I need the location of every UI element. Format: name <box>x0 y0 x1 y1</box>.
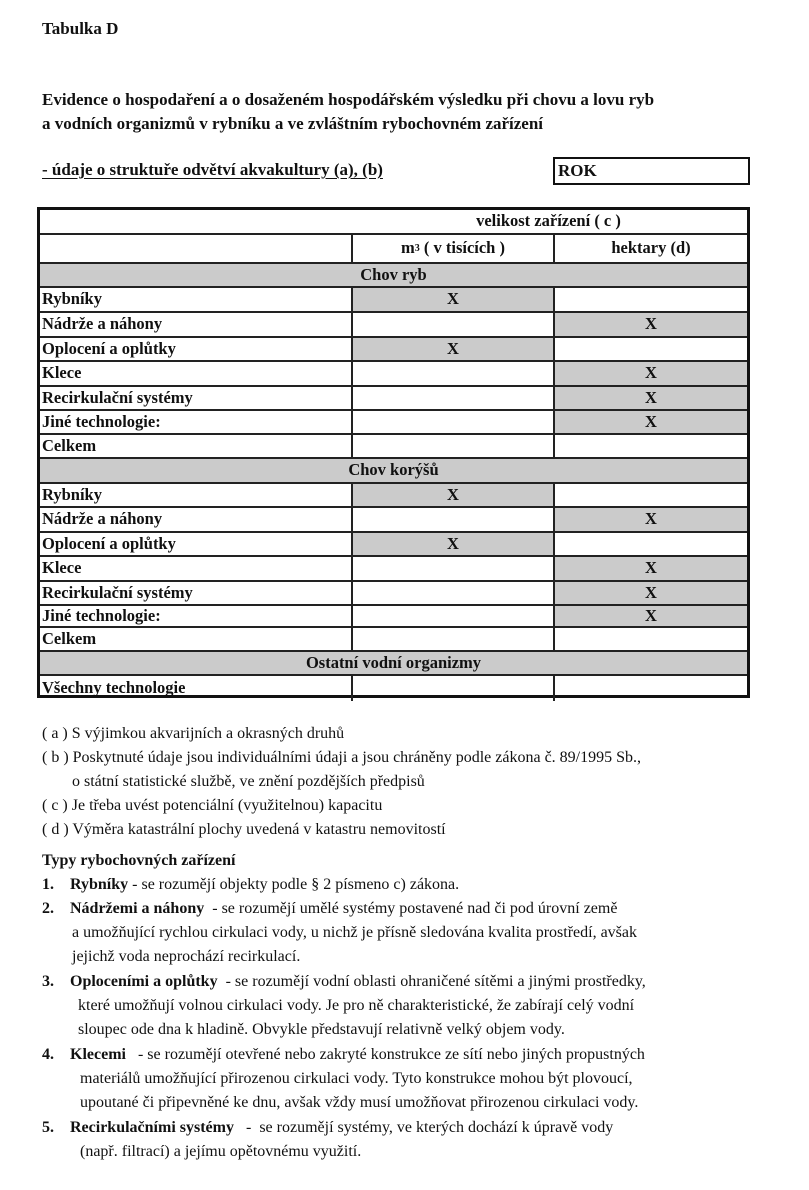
header-m3 <box>351 235 553 262</box>
header-empty-cell <box>40 235 351 262</box>
type-definition-item <box>42 900 617 918</box>
item-continuation: upoutané či připevněné ke dnu, avšak vždy musí umožňovat přirozenou cirkulaci vody. <box>80 1094 639 1111</box>
table-row <box>40 557 747 582</box>
item-term: Oploceními a oplůtky <box>70 973 218 990</box>
note-d: ( d ) Výměra katastrální plochy uvedená v katastru nemovitostí <box>42 821 446 838</box>
item-number: 5. <box>42 1119 54 1136</box>
hectares-cell: X <box>553 313 747 336</box>
row-label: Jiné technologie: <box>42 605 161 625</box>
row-label: Klece <box>42 363 82 383</box>
row-label: Nádrže a náhony <box>42 509 163 529</box>
item-term: Nádržemi a náhony <box>70 900 205 917</box>
item-continuation: a umožňující rychlou cirkulaci vody, u nichž je přísně sledována kvalita prostředí, avšak <box>72 924 638 941</box>
row-label: Klece <box>42 558 82 578</box>
section-header-row <box>40 264 747 288</box>
table-row <box>40 338 747 362</box>
m3-cell: X <box>351 288 553 311</box>
row-label: Recirkulační systémy <box>42 582 193 602</box>
row-label: Nádrže a náhony <box>42 314 163 334</box>
hectares-cell[interactable] <box>553 435 747 457</box>
row-label: Celkem <box>42 628 97 648</box>
row-label: Celkem <box>42 435 97 455</box>
table-row <box>40 582 747 606</box>
table-row <box>40 288 747 313</box>
header-m3-base: m <box>401 238 415 258</box>
hectares-cell[interactable] <box>553 338 747 360</box>
hectares-cell[interactable] <box>553 484 747 506</box>
types-title: Typy rybochovných zařízení <box>42 852 236 869</box>
item-number: 3. <box>42 973 54 990</box>
table-header-group-row <box>40 210 747 235</box>
hectares-cell: X <box>553 508 747 531</box>
item-number: 2. <box>42 900 54 917</box>
table-row <box>40 411 747 435</box>
item-continuation: jejichž voda neprochází recirkulací. <box>72 948 301 965</box>
m3-cell[interactable] <box>351 508 553 531</box>
document-title: Tabulka D <box>42 19 119 38</box>
row-label: Všechny technologie <box>42 678 186 698</box>
note-b-line2: o státní statistické službě, ve znění pozdějších předpisů <box>72 773 425 790</box>
item-text: - se rozumějí systémy, ve kterých dochází k úpravě vody <box>233 1119 614 1136</box>
section-title: Chov ryb <box>360 264 427 284</box>
row-label: Oplocení a oplůtky <box>42 338 176 358</box>
item-continuation: které umožňují volnou cirkulaci vody. Je pro ně charakteristické, že zabírají celý vodní <box>78 997 635 1014</box>
table-row <box>40 676 747 701</box>
item-text: - se rozumějí vodní oblasti ohraničené sítěmi a jinými prostředky, <box>217 973 646 990</box>
table-row <box>40 387 747 411</box>
header-group-label: velikost zařízení ( c ) <box>476 211 621 231</box>
row-label: Rybníky <box>42 289 102 309</box>
hectares-cell[interactable] <box>553 628 747 650</box>
item-term: Rybníky <box>70 876 129 893</box>
m3-cell: X <box>351 338 553 360</box>
hectares-cell: X <box>553 582 747 604</box>
document-heading-line2: a vodních organizmů v rybníku a ve zvláštním rybochovném zařízení <box>42 114 544 133</box>
section-title: Chov korýšů <box>348 460 439 480</box>
item-continuation: sloupec ode dna k hladině. Obvykle představují relativně velký objem vody. <box>78 1021 565 1038</box>
document-subheading: - údaje o struktuře odvětví akvakultury (a), (b) <box>42 160 383 179</box>
item-text: - se rozumějí umělé systémy postavené nad či pod úrovní země <box>204 900 618 917</box>
header-m3-sup: 3 <box>414 242 420 254</box>
type-definition-item <box>42 876 459 894</box>
table-row <box>40 362 747 387</box>
row-label: Jiné technologie: <box>42 411 161 431</box>
item-continuation: (např. filtrací) a jejímu opětovnému využití. <box>80 1143 362 1160</box>
row-label: Rybníky <box>42 484 102 504</box>
row-label: Oplocení a oplůtky <box>42 533 176 553</box>
year-input-box[interactable] <box>553 157 750 185</box>
item-text: - se rozumějí otevřené nebo zakryté konstrukce ze sítí nebo jiných propustných <box>125 1046 645 1063</box>
section-header-row <box>40 652 747 676</box>
note-c: ( c ) Je třeba uvést potenciální (využitelnou) kapacitu <box>42 797 383 814</box>
m3-cell: X <box>351 484 553 506</box>
item-number: 4. <box>42 1046 54 1063</box>
header-hectares: hektary (d) <box>553 235 747 262</box>
hectares-cell: X <box>553 362 747 385</box>
table-header-row <box>40 235 747 264</box>
row-label: Recirkulační systémy <box>42 387 193 407</box>
m3-cell[interactable] <box>351 557 553 580</box>
hectares-cell: X <box>553 411 747 433</box>
item-continuation: materiálů umožňující přirozenou cirkulaci vody. Tyto konstrukce mohou být plovoucí, <box>80 1070 633 1087</box>
item-term: Recirkulačními systémy <box>70 1119 234 1136</box>
hectares-cell: X <box>553 606 747 626</box>
m3-cell[interactable] <box>351 606 553 626</box>
table-row <box>40 533 747 557</box>
note-a: ( a ) S výjimkou akvarijních a okrasných druhů <box>42 725 345 742</box>
item-text: - se rozumějí objekty podle § 2 písmeno c) zákona. <box>128 876 460 893</box>
m3-cell: X <box>351 533 553 555</box>
m3-cell[interactable] <box>351 313 553 336</box>
m3-cell[interactable] <box>351 387 553 409</box>
note-b-line1: ( b ) Poskytnuté údaje jsou individuálními údaji a jsou chráněny podle zákona č. 89/1995 Sb., <box>42 749 642 766</box>
m3-cell[interactable] <box>351 362 553 385</box>
m3-cell[interactable] <box>351 628 553 650</box>
hectares-cell[interactable] <box>553 676 747 701</box>
m3-cell[interactable] <box>351 435 553 457</box>
header-m3-rest: ( v tisících ) <box>419 238 505 258</box>
document-heading-line1: Evidence o hospodaření a o dosaženém hospodářském výsledku při chovu a lovu ryb <box>42 90 655 109</box>
section-title: Ostatní vodní organizmy <box>305 652 482 672</box>
table-row <box>40 313 747 338</box>
aquaculture-structure-table <box>37 207 750 698</box>
item-number: 1. <box>42 876 54 893</box>
type-definition-item <box>42 1119 613 1137</box>
table-row <box>40 508 747 533</box>
item-term: Klecemi <box>70 1046 126 1063</box>
type-definition-item <box>42 1046 645 1064</box>
year-box-label: ROK <box>558 161 597 180</box>
table-row <box>40 435 747 459</box>
section-header-row <box>40 459 747 484</box>
m3-cell[interactable] <box>351 411 553 433</box>
m3-cell[interactable] <box>351 676 553 701</box>
m3-cell[interactable] <box>351 582 553 604</box>
hectares-cell: X <box>553 557 747 580</box>
hectares-cell[interactable] <box>553 533 747 555</box>
table-row <box>40 484 747 508</box>
table-row <box>40 606 747 628</box>
type-definition-item <box>42 973 646 991</box>
hectares-cell: X <box>553 387 747 409</box>
table-row <box>40 628 747 652</box>
hectares-cell[interactable] <box>553 288 747 311</box>
